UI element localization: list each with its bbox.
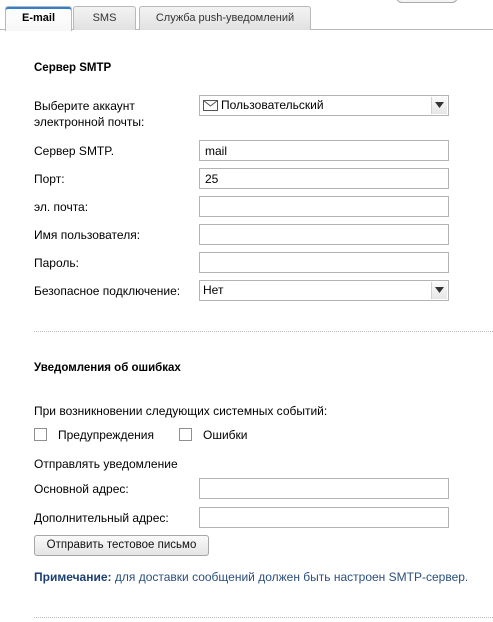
warnings-checkbox[interactable] — [34, 428, 47, 441]
secure-connection-select[interactable] — [199, 280, 449, 301]
secure-connection-label: Безопасное подключение: — [34, 284, 181, 298]
send-test-email-button[interactable]: Отправить тестовое письмо — [34, 535, 209, 556]
section-divider — [34, 331, 493, 332]
email-label: эл. почта: — [34, 200, 89, 214]
smtp-server-label: Сервер SMTP. — [34, 144, 115, 158]
port-label: Порт: — [34, 172, 65, 186]
note-text: для доставки сообщений должен быть настроен SMTP-сервер. — [111, 570, 469, 584]
secondary-address-input[interactable] — [199, 507, 449, 528]
send-notification-label: Отправлять уведомление — [34, 457, 178, 471]
errors-label: Ошибки — [203, 428, 248, 442]
smtp-section-title: Сервер SMTP — [34, 62, 112, 74]
note-prefix: Примечание: — [34, 570, 112, 584]
warnings-label: Предупреждения — [58, 428, 154, 442]
bottom-divider — [34, 617, 493, 618]
primary-address-label: Основной адрес: — [34, 482, 129, 496]
secure-connection-value: Нет — [203, 283, 224, 297]
chevron-down-icon[interactable] — [431, 97, 447, 114]
account-select[interactable] — [199, 95, 449, 116]
tab-push-service[interactable]: Служба push-уведомлений — [139, 6, 311, 30]
account-select-value: Пользовательский — [221, 98, 324, 112]
username-input[interactable] — [199, 224, 449, 245]
password-input[interactable] — [199, 252, 449, 273]
password-label: Пароль: — [34, 256, 79, 270]
system-events-label: При возникновении следующих системных событий: — [34, 404, 328, 418]
smtp-server-input[interactable] — [199, 140, 449, 161]
account-label-line1: Выберите аккаунт — [34, 99, 135, 113]
error-notifications-title: Уведомления об ошибках — [34, 362, 181, 374]
tab-strip — [0, 0, 493, 30]
primary-address-input[interactable] — [199, 478, 449, 499]
email-input[interactable] — [199, 196, 449, 217]
tab-email[interactable]: E-mail — [5, 6, 72, 31]
smtp-note — [34, 570, 468, 584]
errors-checkbox[interactable] — [179, 428, 192, 441]
account-label-line2: электронной почты: — [34, 115, 145, 129]
secondary-address-label: Дополнительный адрес: — [34, 511, 169, 525]
tab-sms[interactable]: SMS — [73, 6, 136, 30]
port-input[interactable] — [199, 168, 449, 189]
envelope-icon — [203, 98, 218, 117]
username-label: Имя пользователя: — [34, 228, 141, 242]
chevron-down-icon[interactable] — [431, 282, 447, 299]
